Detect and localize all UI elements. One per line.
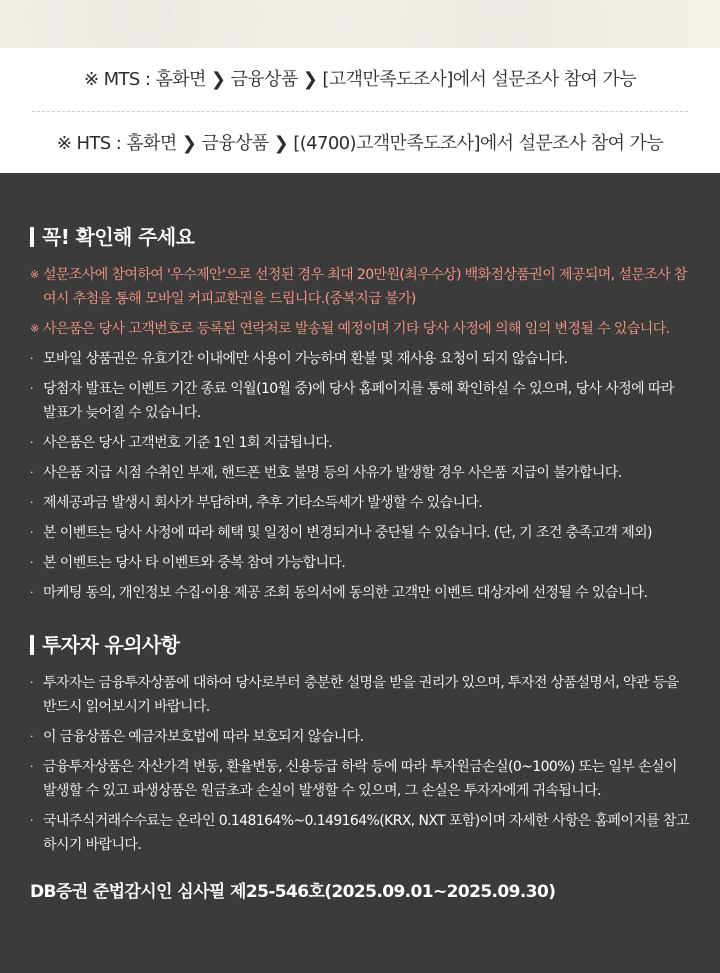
- participation-route-box: [0, 48, 720, 173]
- notice-title: 꼭! 확인해 주세요: [30, 223, 690, 251]
- notice-item-text: 마케팅 동의, 개인정보 수집·이용 제공 조회 동의서에 동의한 고객만 이벤트 대상자에 선정될 수 있습니다.: [43, 585, 648, 601]
- investor-item: [30, 671, 690, 719]
- investor-item: [30, 725, 690, 749]
- section-spacer: [30, 611, 690, 631]
- compliance-approval-text: DB증권 준법감시인 심사필 제25-546호(2025.09.01~2025.09.30): [30, 882, 556, 902]
- notice-highlight-text: 설문조사에 참여하여 '우수제안'으로 선정된 경우 최대 20만원(최우수상) 백화점상품권이 제공되며, 설문조사 참여시 추첨을 통해 모바일 커피교환권을 드립니다.(중복지급 불가): [43, 267, 687, 307]
- notice-item-text: 본 이벤트는 당사 사정에 따라 혜택 및 일정이 변경되거나 중단될 수 있습니다. (단, 기 조건 충족고객 제외): [43, 525, 652, 541]
- bullet-mark: ·: [30, 382, 33, 395]
- notice-highlight-item: [30, 317, 690, 341]
- notice-item: [30, 461, 690, 485]
- notice-highlight-item: [30, 263, 690, 311]
- bullet-mark: ·: [30, 760, 33, 773]
- notice-panel: [0, 173, 720, 973]
- notice-item: [30, 551, 690, 575]
- bullet-mark: ·: [30, 352, 33, 365]
- notice-item-text: 당첨자 발표는 이벤트 기간 종료 익월(10월 중)에 당사 홈페이지를 통해 확인하실 수 있으며, 당사 사정에 따라 발표가 늦어질 수 있습니다.: [43, 381, 674, 421]
- bullet-mark: ·: [30, 730, 33, 743]
- notice-list: [30, 263, 690, 605]
- reference-mark: ※: [30, 322, 39, 335]
- bullet-mark: ·: [30, 436, 33, 449]
- investor-item-text: 투자자는 금융투자상품에 대하여 당사로부터 충분한 설명을 받을 권리가 있으며, 투자전 상품설명서, 약관 등을 반드시 읽어보시기 바랍니다.: [43, 675, 679, 715]
- notice-item-text: 제세공과금 발생시 회사가 부담하며, 추후 기타소득세가 발생할 수 있습니다.: [43, 495, 483, 511]
- investor-item: [30, 755, 690, 803]
- investor-item-text: 국내주식거래수수료는 온라인 0.148164%~0.149164%(KRX, NXT 포함)이며 자세한 사항은 홈페이지를 참고하시기 바랍니다.: [43, 813, 689, 853]
- notice-item-text: 모바일 상품권은 유효기간 이내에만 사용이 가능하며 환불 및 재사용 요청이 되지 않습니다.: [43, 351, 568, 367]
- bullet-mark: ·: [30, 496, 33, 509]
- bullet-mark: ·: [30, 676, 33, 689]
- notice-item: [30, 521, 690, 545]
- notice-item-text: 본 이벤트는 당사 타 이벤트와 중복 참여 가능합니다.: [43, 555, 346, 571]
- bullet-mark: ·: [30, 466, 33, 479]
- bullet-mark: ·: [30, 526, 33, 539]
- hts-route-text: ※ HTS : 홈화면 ❯ 금융상품 ❯ [(4700)고객만족도조사]에서 설문조사 참여 가능: [56, 133, 664, 154]
- top-decorative-texture: [0, 0, 720, 48]
- investor-item-text: 금융투자상품은 자산가격 변동, 환율변동, 신용등급 하락 등에 따라 투자원금손실(0~100%) 또는 일부 손실이 발생할 수 있고 파생상품은 원금초과 손실이 발생할 수 있으며, 그 손실은 투자자에게 귀속됩니다.: [43, 759, 677, 799]
- reference-mark: ※: [30, 268, 39, 281]
- notice-highlight-text: 사은품은 당사 고객번호로 등록된 연락처로 발송될 예정이며 기타 당사 사정에 의해 임의 변경될 수 있습니다.: [43, 321, 670, 337]
- notice-item: [30, 377, 690, 425]
- bullet-mark: ·: [30, 814, 33, 827]
- investor-title: 투자자 유의사항: [30, 631, 690, 659]
- notice-item: [30, 431, 690, 455]
- notice-item: [30, 347, 690, 371]
- notice-item: [30, 491, 690, 515]
- investor-item-text: 이 금융상품은 예금자보호법에 따라 보호되지 않습니다.: [43, 729, 364, 745]
- bullet-mark: ·: [30, 586, 33, 599]
- notice-item: [30, 581, 690, 605]
- bullet-mark: ·: [30, 556, 33, 569]
- investor-list: [30, 671, 690, 857]
- notice-item-text: 사은품 지급 시점 수취인 부재, 핸드폰 번호 불명 등의 사유가 발생할 경우 사은품 지급이 불가합니다.: [43, 465, 622, 481]
- investor-item: [30, 809, 690, 857]
- notice-item-text: 사은품은 당사 고객번호 기준 1인 1회 지급됩니다.: [43, 435, 333, 451]
- mts-route-text: ※ MTS : 홈화면 ❯ 금융상품 ❯ [고객만족도조사]에서 설문조사 참여 가능: [83, 69, 637, 90]
